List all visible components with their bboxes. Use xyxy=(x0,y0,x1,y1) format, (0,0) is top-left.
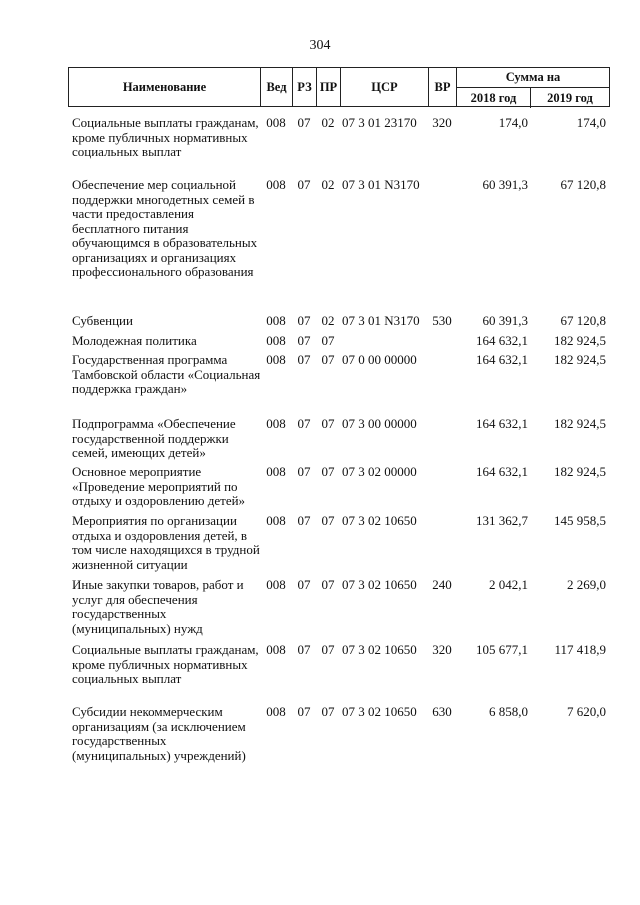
row-ved: 008 xyxy=(266,313,286,328)
header-pr: ПР xyxy=(317,68,341,106)
row-name: Субсидии некоммерческим организациям (за исключением государственных (муниципальных) учреждений) xyxy=(72,704,246,763)
row-rz: 07 xyxy=(297,416,311,431)
row-sum-2019: 182 924,5 xyxy=(554,333,606,348)
row-ved: 008 xyxy=(266,115,286,130)
header-csr: ЦСР xyxy=(341,68,429,106)
row-rz: 07 xyxy=(297,704,311,719)
row-name: Мероприятия по организации отдыха и оздоровления детей, в том числе находящихся в трудной жизненной ситуации xyxy=(72,513,260,572)
row-rz: 07 xyxy=(297,333,311,348)
row-name: Социальные выплаты гражданам, кроме публичных нормативных социальных выплат xyxy=(72,642,259,686)
row-sum-2019: 182 924,5 xyxy=(554,416,606,431)
header-year-2019: 2019 год xyxy=(547,90,593,105)
row-name: Молодежная политика xyxy=(72,333,197,348)
row-sum-2018: 164 632,1 xyxy=(476,416,528,431)
row-pr: 07 xyxy=(321,352,335,367)
row-pr: 07 xyxy=(321,577,335,592)
row-rz: 07 xyxy=(297,352,311,367)
row-name: Основное мероприятие «Проведение мероприятий по отдыху и оздоровлению детей» xyxy=(72,464,246,508)
row-sum-2019: 2 269,0 xyxy=(567,577,606,592)
row-name: Обеспечение мер социальной поддержки многодетных семей в части предоставления бесплатного питания обучающимся в образовательных организациях и организациях профессионального образования xyxy=(72,177,258,279)
row-sum-2018: 164 632,1 xyxy=(476,464,528,479)
row-ved: 008 xyxy=(266,352,286,367)
row-sum-2018: 60 391,3 xyxy=(482,177,528,192)
row-ved: 008 xyxy=(266,416,286,431)
row-csr: 07 3 01 N3170 xyxy=(342,177,420,192)
row-pr: 07 xyxy=(321,513,335,528)
row-name: Подпрограмма «Обеспечение государственной поддержки семей, имеющих детей» xyxy=(72,416,236,460)
row-sum-2018: 164 632,1 xyxy=(476,352,528,367)
row-csr: 07 3 02 10650 xyxy=(342,577,417,592)
row-sum-2018: 6 858,0 xyxy=(489,704,528,719)
row-ved: 008 xyxy=(266,704,286,719)
row-name: Государственная программа Тамбовской области «Социальная поддержка граждан» xyxy=(72,352,261,396)
row-pr: 07 xyxy=(321,642,335,657)
row-rz: 07 xyxy=(297,513,311,528)
row-sum-2018: 60 391,3 xyxy=(482,313,528,328)
row-rz: 07 xyxy=(297,115,311,130)
row-name: Социальные выплаты гражданам, кроме публичных нормативных социальных выплат xyxy=(72,115,259,159)
row-pr: 07 xyxy=(321,416,335,431)
row-rz: 07 xyxy=(297,464,311,479)
row-ved: 008 xyxy=(266,642,286,657)
row-csr: 07 3 02 00000 xyxy=(342,464,417,479)
row-sum-2019: 182 924,5 xyxy=(554,464,606,479)
row-name: Субвенции xyxy=(72,313,133,328)
row-rz: 07 xyxy=(297,577,311,592)
row-rz: 07 xyxy=(297,313,311,328)
row-pr: 02 xyxy=(321,313,335,328)
row-csr: 07 3 02 10650 xyxy=(342,513,417,528)
row-vr: 320 xyxy=(432,642,452,657)
row-sum-2019: 7 620,0 xyxy=(567,704,606,719)
row-pr: 02 xyxy=(321,177,335,192)
row-sum-2018: 131 362,7 xyxy=(476,513,528,528)
header-year-2018: 2018 год xyxy=(457,88,531,108)
table-header xyxy=(68,67,610,107)
row-ved: 008 xyxy=(266,177,286,192)
row-pr: 07 xyxy=(321,704,335,719)
row-sum-2019: 182 924,5 xyxy=(554,352,606,367)
row-rz: 07 xyxy=(297,177,311,192)
row-csr: 07 0 00 00000 xyxy=(342,352,417,367)
row-sum-2018: 164 632,1 xyxy=(476,333,528,348)
row-rz: 07 xyxy=(297,642,311,657)
row-vr: 630 xyxy=(432,704,452,719)
row-sum-2019: 117 418,9 xyxy=(554,642,606,657)
row-pr: 02 xyxy=(321,115,335,130)
row-vr: 240 xyxy=(432,577,452,592)
header-ved: Вед xyxy=(261,68,293,106)
row-vr: 320 xyxy=(432,115,452,130)
header-name: Наименование xyxy=(69,68,261,106)
row-ved: 008 xyxy=(266,513,286,528)
row-sum-2019: 67 120,8 xyxy=(560,313,606,328)
row-csr: 07 3 00 00000 xyxy=(342,416,417,431)
row-sum-2019: 67 120,8 xyxy=(560,177,606,192)
row-ved: 008 xyxy=(266,333,286,348)
row-sum-2018: 105 677,1 xyxy=(476,642,528,657)
row-sum-2019: 174,0 xyxy=(576,115,606,130)
header-rz: РЗ xyxy=(293,68,317,106)
row-csr: 07 3 01 23170 xyxy=(342,115,417,130)
row-name: Иные закупки товаров, работ и услуг для обеспечения государственных (муниципальных) нужд xyxy=(72,577,244,636)
row-vr: 530 xyxy=(432,313,452,328)
header-sum: Сумма на xyxy=(457,68,609,88)
row-csr: 07 3 02 10650 xyxy=(342,642,417,657)
page-number: 304 xyxy=(309,38,331,53)
row-pr: 07 xyxy=(321,464,335,479)
row-pr: 07 xyxy=(321,333,335,348)
row-sum-2018: 2 042,1 xyxy=(489,577,528,592)
row-csr: 07 3 02 10650 xyxy=(342,704,417,719)
row-ved: 008 xyxy=(266,577,286,592)
row-sum-2018: 174,0 xyxy=(498,115,528,130)
row-ved: 008 xyxy=(266,464,286,479)
row-csr: 07 3 01 N3170 xyxy=(342,313,420,328)
header-vr: ВР xyxy=(429,68,457,106)
row-sum-2019: 145 958,5 xyxy=(554,513,606,528)
